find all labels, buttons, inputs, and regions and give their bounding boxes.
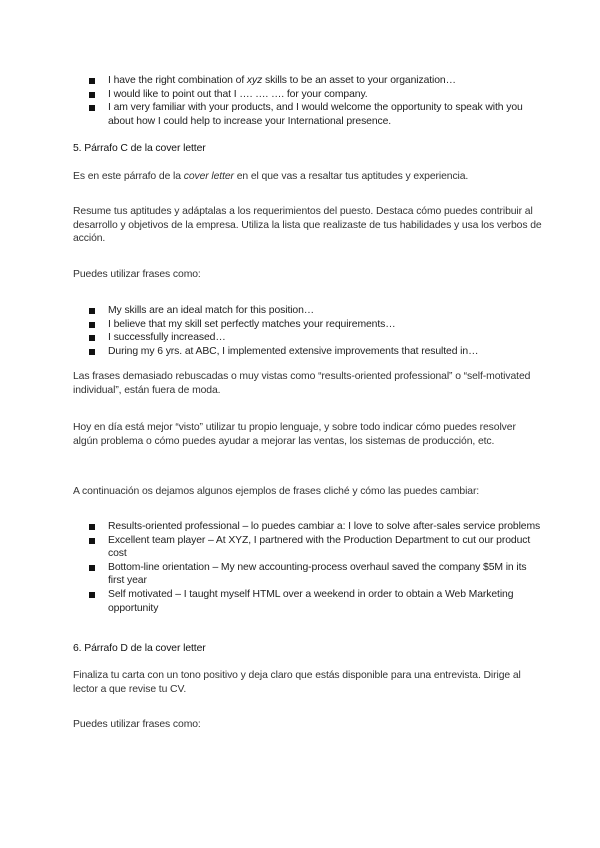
section-5-paragraph-3: Puedes utilizar frases como: <box>73 269 201 280</box>
section-5-paragraph-4: Las frases demasiado rebuscadas o muy vistas como “results-oriented professional” o “self-motivated individual”, están fuera de moda. <box>73 371 531 396</box>
section-5-heading: 5. Párrafo C de la cover letter <box>73 143 206 154</box>
list-item: Excellent team player – At XYZ, I partnered with the Production Department to cut our product cost <box>73 534 543 561</box>
list-item: Bottom-line orientation – My new accounting-process overhaul saved the company $5M in its first year <box>73 561 543 588</box>
list-item: My skills are an ideal match for this position… <box>73 304 543 318</box>
bullet-square-icon <box>89 92 95 98</box>
list-item: I am very familiar with your products, and I would welcome the opportunity to speak with you about how I could help to increase your International presence. <box>73 101 543 128</box>
section-5-paragraph-6: A continuación os dejamos algunos ejemplos de frases cliché y cómo las puedes cambiar: <box>73 486 480 497</box>
bullet-square-icon <box>89 524 95 530</box>
bullet-square-icon <box>89 322 95 328</box>
bullet-square-icon <box>89 105 95 111</box>
section-5-paragraph-5: Hoy en día está mejor “visto” utilizar tu propio lenguaje, y sobre todo indicar cómo puedes resolver algún problema o cómo puedes ayudar a mejorar las ventas, los sistemas de producción, etc. <box>73 422 516 447</box>
bullet-list-top <box>73 74 543 128</box>
section-5-intro: Es en este párrafo de la cover letter en el que vas a resaltar tus aptitudes y experiencia. <box>73 171 469 182</box>
list-item: During my 6 yrs. at ABC, I implemented extensive improvements that resulted in… <box>73 345 543 359</box>
bullet-list-cliches <box>73 520 543 615</box>
bullet-square-icon <box>89 308 95 314</box>
section-5-paragraph-2: Resume tus aptitudes y adáptalas a los requerimientos del puesto. Destaca cómo puedes contribuir al desarrollo y objetivos de la empresa. Utiliza la lista que realizaste de tus habilidades y usa los verbos de acción. <box>73 206 542 245</box>
section-6-paragraph-1: Finaliza tu carta con un tono positivo y deja claro que estás disponible para una entrevista. Dirige al lector a que revise tu CV. <box>73 670 521 695</box>
bullet-square-icon <box>89 78 95 84</box>
list-item: I have the right combination of xyz skills to be an asset to your organization… <box>73 74 543 88</box>
list-item: I successfully increased… <box>73 331 543 345</box>
list-item: Self motivated – I taught myself HTML over a weekend in order to obtain a Web Marketing opportunity <box>73 588 543 615</box>
bullet-list-skills <box>73 304 543 358</box>
list-item: I would like to point out that I …. …. …. for your company. <box>73 88 543 102</box>
bullet-square-icon <box>89 335 95 341</box>
section-6-heading: 6. Párrafo D de la cover letter <box>73 643 206 654</box>
bullet-square-icon <box>89 349 95 355</box>
list-item: Results-oriented professional – lo puedes cambiar a: I love to solve after-sales service problems <box>73 520 543 534</box>
list-item: I believe that my skill set perfectly matches your requirements… <box>73 318 543 332</box>
section-6-paragraph-2: Puedes utilizar frases como: <box>73 719 201 730</box>
bullet-square-icon <box>89 592 95 598</box>
bullet-square-icon <box>89 565 95 571</box>
bullet-square-icon <box>89 538 95 544</box>
